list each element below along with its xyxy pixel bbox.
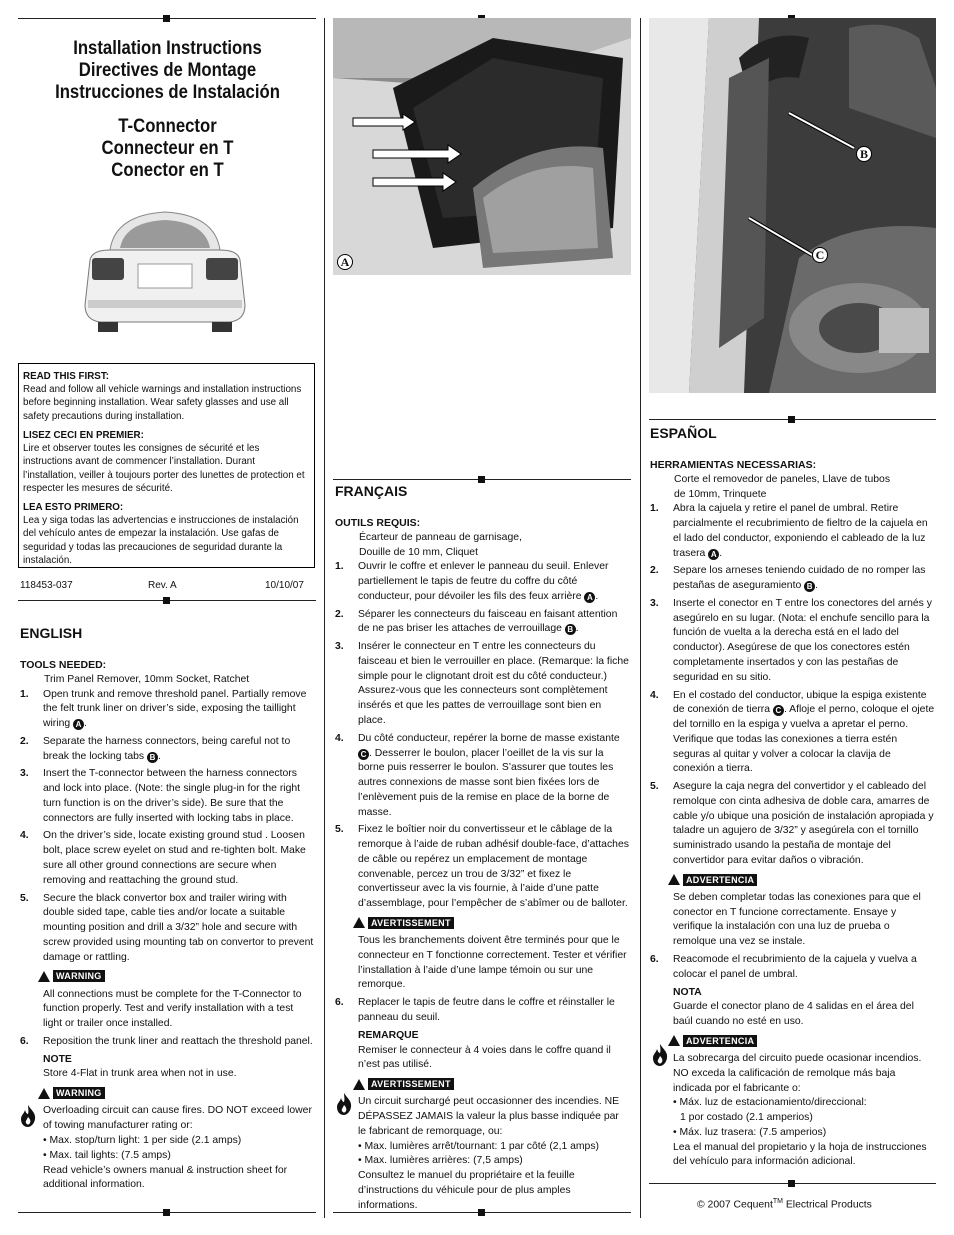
step-5: 5. Asegure la caja negra del convertidor y el cableado del remolque con cinta adhesiva de doble cara, amarres de cable y/o ubique una posición de instalación apropiada y taladre un agujero de 3/32” y asegúrela con el tornillo suministrado usando la pestaña de montaje del convertidor para evitar daños o vibración. <box>650 781 934 866</box>
spanish-heading: ESPAÑOL <box>650 425 717 441</box>
rule-marker <box>788 1180 795 1187</box>
step-6: 6. Reacomode el recubrimiento de la cajuela y vuelva a colocar el panel de umbral. <box>650 954 917 980</box>
fire-icon <box>18 1104 38 1128</box>
step-5: 5. Fixez le boîtier noir du convertisseur et le câblage de la remorque à l’aide de ruban adhésif double-face, d’attaches de câble ou repérez un emplacement de montage convenable, percez un trou de 3/32” et fixez le convertisseur avec la vis fournie, à l’aide d’une patte d’assemblage, pour l’empêcher de s’abîmer ou de balloter. <box>335 824 629 910</box>
step-3: 3. Inserte el conector en T entre los conectores del arnés y asegúrelo en su lugar. (Nota: el enchufe sencillo para la función de vuelta a la derecha está en el lado del conductor). Asegúrese de que los conectores estén completamente insertados y con las pestañas de seguridad en su sitio. <box>650 597 932 683</box>
limit-2: • Máx. luz trasera: (7.5 amperios) <box>673 1126 827 1138</box>
warning-text-2: Un circuit surchargé peut occasionner des incendies. NE DÉPASSEZ JAMAIS la valeur la plus basse indiquée par le fabricant de remorquage, ou: <box>358 1096 620 1137</box>
note-text: Remiser le connecteur à 4 voies dans le coffre quand il n’est pas utilisé. <box>358 1044 611 1071</box>
english-section <box>20 624 314 1196</box>
step-4: 4. En el costado del conductor, ubique la espiga existente de conexión de tierra C . Afloje el perno, coloque el ojete del tornillo en la espiga y vuelva a apretar el perno. Verifique que todas las conexiones a tierra estén seguras al quitar y volver a colocar la clavija de conexión a tierra. <box>650 689 935 775</box>
warning-icon <box>38 971 50 982</box>
column-divider-left <box>324 18 325 1218</box>
warning-icon <box>353 917 365 928</box>
limit-1: • Max. lumières arrêt/tournant: 1 par côté (2,1 amps) <box>358 1140 599 1152</box>
limit-1-detail: 1 por costado (2.1 amperios) <box>680 1112 813 1124</box>
ref-b-icon: B <box>804 581 815 592</box>
step-5: 5. Secure the black convertor box and trailer wiring with double sided tape, cable ties and/or locate a suitable mounting position and drill a 3/32” hole and secure with screw provided using mounting tab on convertor to prevent damage or rattling. <box>20 892 314 963</box>
ref-c-icon: C <box>358 749 369 760</box>
safety-head-en: READ THIS FIRST: <box>23 371 109 382</box>
step-6: 6. Reposition the trunk liner and reattach the threshold panel. <box>20 1035 313 1047</box>
rule-marker <box>163 597 170 604</box>
rule-marker <box>163 1209 170 1216</box>
photo-label-b: B <box>856 146 872 162</box>
step-2: 2. Separe los arneses teniendo cuidado de no romper las pestañas de aseguramiento B . <box>650 565 926 592</box>
step-6: 6. Replacer le tapis de feutre dans le coffre et réinstaller le panneau du seuil. <box>335 997 615 1024</box>
ref-a-icon: A <box>584 592 595 603</box>
step-4: 4. On the driver’s side, locate existing ground stud . Loosen bolt, place screw eyelet on stud and re-tighten bolt. Make sure all other ground connections are secure when removing and reattaching the ground stud. <box>20 830 306 886</box>
fire-icon <box>650 1043 670 1067</box>
limit-1: • Máx. luz de estacionamiento/direccional: <box>673 1097 867 1109</box>
ref-a-icon: A <box>73 719 84 730</box>
closing-note: Read vehicle’s owners manual & instruction sheet for additional information. <box>43 1164 288 1191</box>
safety-text-en: Read and follow all vehicle warnings and installation instructions before beginning installation. Wear safety glasses and use all safety precautions during installation. <box>23 384 302 422</box>
ref-c-icon: C <box>773 705 784 716</box>
tools-line-2: de 10mm, Trinquete <box>674 488 767 500</box>
warning-text-1: All connections must be complete for the T-Connector to function properly. Test and verify installation with a test light or trailer once installed. <box>43 988 302 1030</box>
step-4: 4. Du côté conducteur, repérer la borne de masse existante C . Desserrer le boulon, placer l’oeillet de la vis sur la borne puis resserrer le boulon. S’assurer que toutes les autres connexions de masse sont bien fixées lors de l’enlèvement puis de la remise en place de la borne de masse. <box>335 732 620 818</box>
safety-text-fr: Lire et observer toutes les consignes de sécurité et les instructions avant de commencer l’installation. Durant l’installation, veiller à toujours porter des lunettes de protection et respecter les mesures de sécurité. <box>23 443 305 494</box>
outils-heading: OUTILS REQUIS: <box>335 516 421 529</box>
step-1: 1. Abra la cajuela y retire el panel de umbral. Retire parcialmente el recubrimiento de fieltro de la cajuela en el lado del conductor, exponiendo el cableado de la luz trasera A . <box>650 503 928 559</box>
title-en: Installation Instructions <box>73 38 262 59</box>
car-rear-photo <box>80 200 250 340</box>
product-es: Conector en T <box>111 160 224 181</box>
safety-box <box>18 363 315 568</box>
warning-icon <box>353 1079 365 1090</box>
photo-label-c: C <box>812 247 828 263</box>
closing-note: Lea el manual del propietario y la hoja de instrucciones del vehículo para información adicional. <box>673 1141 927 1168</box>
product-fr: Connecteur en T <box>101 138 234 159</box>
french-heading: FRANÇAIS <box>335 483 408 499</box>
product-en: T-Connector <box>118 116 217 137</box>
step-2: 2. Separate the harness connectors, being careful not to break the locking tabs B . <box>20 735 291 762</box>
safety-text-es: Lea y siga todas las advertencias e instrucciones de instalación del vehículo antes de empezar la instalación. Use gafas de seguridad y todas las precauciones de seguridad durante la instalación. <box>23 515 299 566</box>
warning-text-2: La sobrecarga del circuito puede ocasionar incendios. NO exceda la calificación de remolque más baja indicada por el fabricante o: <box>673 1053 922 1094</box>
warning-badge-1: AVERTISSEMENT <box>353 917 454 929</box>
warning-text-1: Tous les branchements doivent être terminés pour que le connecteur en T fonctionne correctement. Tester et vérifier l’installation à l’aide d’une lampe témoin ou sur une remorque. <box>358 935 627 991</box>
safety-head-fr: LISEZ CECI EN PREMIER: <box>23 429 144 441</box>
rule-marker <box>163 15 170 22</box>
column-divider-right <box>640 18 641 1218</box>
limit-2: • Max. tail lights: (7.5 amps) <box>43 1149 171 1161</box>
herramientas-heading: HERRAMIENTAS NECESSARIAS: <box>650 458 817 471</box>
step-3: 3. Insert the T-connector between the harness connectors and lock into place. (Note: the single plug-in for the right turn function is on the driver’s side). Be sure that the connectors are fully inserted with locking tabs in place. <box>20 768 301 824</box>
title-fr: Directives de Montage <box>78 60 257 81</box>
warning-text-1: Se deben completar todas las conexiones para que el conector en T funcione correctamente. Ensaye y verifique la instalación con una luz de prueba o remolque una vez se instale. <box>673 891 921 948</box>
warning-icon <box>38 1088 50 1099</box>
tools-line-1: Corte el removedor de paneles, Llave de tubos <box>674 473 891 485</box>
tools-line-1: Écarteur de panneau de garnisage, <box>359 531 522 543</box>
photo-label-a: A <box>337 254 353 270</box>
closing-note: Consultez le manuel du propriétaire et la feuille d’instructions du véhicule pour de plus amples informations. <box>358 1170 575 1211</box>
note-text: Guarde el conector plano de 4 salidas en el área del baúl cuando no esté en uso. <box>673 1001 914 1028</box>
rule-marker <box>478 1209 485 1216</box>
warning-badge-2: WARNING <box>38 1087 105 1099</box>
trunk-photo-bc <box>649 18 936 393</box>
limit-1: • Max. stop/turn light: 1 per side (2.1 amps) <box>43 1134 242 1146</box>
warning-badge-2: ADVERTENCIA <box>668 1035 757 1047</box>
trunk-photo-a <box>333 18 631 275</box>
fire-icon <box>334 1092 354 1116</box>
copyright: © 2007 Cequent™ Electrical Products <box>697 1198 872 1211</box>
rule-marker <box>788 416 795 423</box>
revision: Rev. A <box>148 580 177 591</box>
tools-line-2: Douille de 10 mm, Cliquet <box>359 546 478 558</box>
ref-b-icon: B <box>147 752 158 763</box>
step-1: 1. Open trunk and remove threshold panel. Partially remove the felt trunk liner on driver’s side, exposing the taillight wiring A . <box>20 688 307 730</box>
note-heading: NOTA <box>673 986 702 998</box>
tools-heading: TOOLS NEEDED: <box>20 658 107 671</box>
step-2: 2. Séparer les connecteurs du faisceau en faisant attention de ne pas briser les attaches de verrouillage B . <box>335 608 618 635</box>
spanish-section <box>650 424 935 1173</box>
note-heading: REMARQUE <box>358 1029 419 1041</box>
part-number: 118453-037 <box>20 580 73 591</box>
warning-badge-2: AVERTISSEMENT <box>353 1078 454 1090</box>
tools-list: Trim Panel Remover, 10mm Socket, Ratchet <box>44 673 250 685</box>
warning-text-2: Overloading circuit can cause fires. DO NOT exceed lower of towing manufacturer rating or: <box>43 1105 312 1132</box>
title-es: Instrucciones de Instalación <box>55 82 280 103</box>
date: 10/10/07 <box>265 580 304 591</box>
ref-a-icon: A <box>708 549 719 560</box>
step-3: 3. Insérer le connecteur en T entre les connecteurs du faisceau et bien le verrouiller en place. (Remarque: la fiche simple pour le clignotant droit est du côté conducteur.) Assurez-vous que les connecteurs sont complètement insérés et que les pattes de verrouillage sont bien en place. <box>335 641 629 726</box>
warning-icon <box>668 874 680 885</box>
limit-2: • Max. lumières arrières: (7,5 amps) <box>358 1155 523 1167</box>
note-heading: NOTE <box>43 1053 72 1065</box>
warning-badge-1: WARNING <box>38 970 105 982</box>
step-1: 1. Ouvrir le coffre et enlever le panneau du seuil. Enlever partiellement le tapis de feutre du coffre du côté conducteur, pour dévoiler les fils des feux arrière A . <box>335 561 609 602</box>
ref-b-icon: B <box>565 624 576 635</box>
note-text: Store 4-Flat in trunk area when not in use. <box>43 1068 237 1080</box>
safety-head-es: LEA ESTO PRIMERO: <box>23 501 124 513</box>
french-section <box>335 482 629 1216</box>
english-heading: ENGLISH <box>20 625 83 641</box>
warning-badge-1: ADVERTENCIA <box>668 874 757 886</box>
